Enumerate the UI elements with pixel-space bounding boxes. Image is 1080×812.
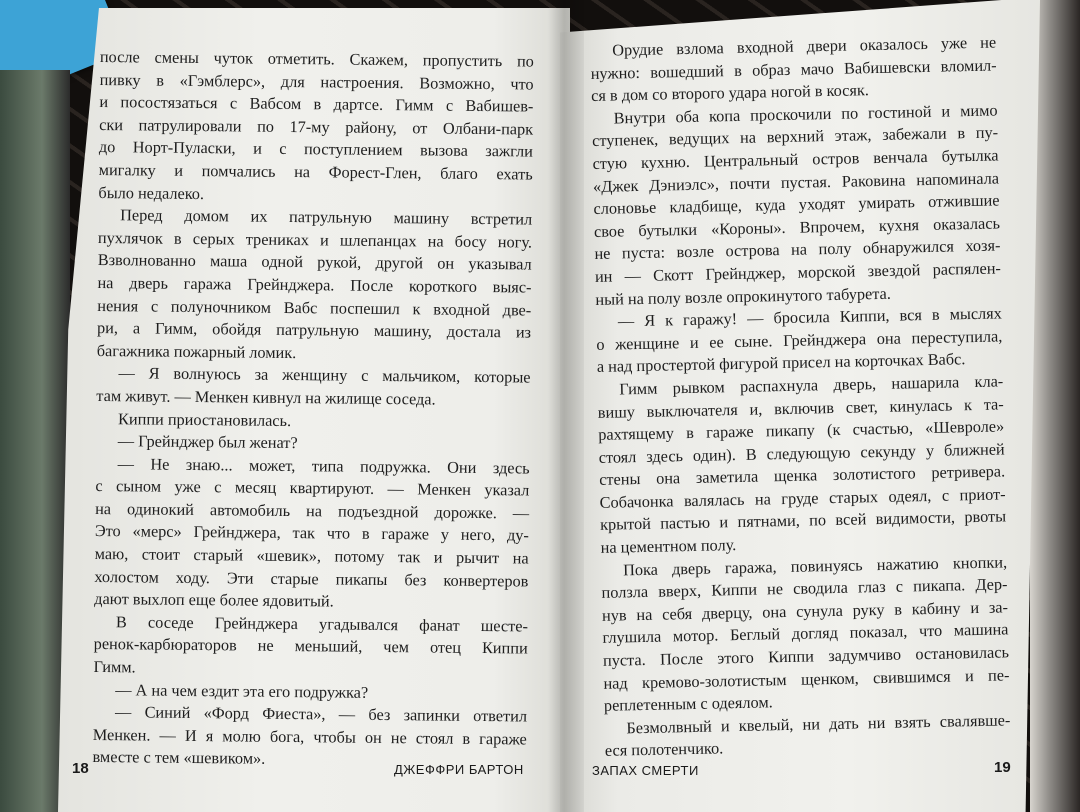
text-line: еся полотенчико. xyxy=(604,738,724,761)
text-line: на цементном полу. xyxy=(600,535,737,557)
text-line: на одинокий автомобиль на подъездной дорожке. — xyxy=(95,498,530,523)
text-line: Орудие взлома входной двери оказалось уже не xyxy=(612,32,997,60)
right-page-text xyxy=(590,31,1011,762)
right-running-head: ЗАПАХ СМЕРТИ xyxy=(592,763,699,778)
text-line: дают выхлоп еще более ядовитый. xyxy=(94,589,334,611)
text-line: ски патрулировали по 17-му району, от Олбани-парк xyxy=(99,114,534,139)
text-line: ренок-карбюраторов не меньший, чем отец Киппи xyxy=(93,634,528,658)
text-line: «Джек Дэниэлс», почти пустая. Раковина напоминала xyxy=(592,168,1000,196)
text-line: до Норт-Пуласки, и с поступлением вызова зажгли xyxy=(98,137,534,161)
text-line: ся в дом со второго удара ногой в косяк. xyxy=(590,80,870,106)
text-line: было недалеко. xyxy=(98,182,205,203)
text-line: — Я волнуюсь за женщину с мальчиком, которые xyxy=(118,363,531,387)
text-line: над кремово-золотистым щенком, свившимся и пе- xyxy=(603,664,1010,693)
text-line: и посостязаться с Вабсом в дартсе. Гимм с Вабишев- xyxy=(99,92,534,116)
text-line: реплетенным с одеялом. xyxy=(603,692,773,716)
text-line: стоял здесь один). В следующую секунду у ближней xyxy=(598,439,1005,467)
text-line: о женщине и ее сыне. Грейнджера она переступила, xyxy=(596,326,1003,354)
text-line: Киппи приостановилась. xyxy=(118,408,292,430)
text-line: не пуста: возле острова на полу обнаружился хозя- xyxy=(594,235,1001,264)
text-line: Перед домом их патрульную машину встретил xyxy=(120,205,533,229)
text-line: пивку в «Гэмблерс», для настроения. Возможно, что xyxy=(99,69,534,94)
text-line: стены она заметила щенка золотистого ретривера. xyxy=(599,461,1006,490)
text-line: с сыном уже с месяц квартируют. — Менкен указал xyxy=(95,476,530,500)
text-line: мигалку и помчались на Форест-Глен, благо ехать xyxy=(98,159,533,184)
text-line: — Синий «Форд Фиеста», — без запинки ответил xyxy=(114,702,528,726)
left-running-head: ДЖЕФФРИ БАРТОН xyxy=(394,762,524,777)
text-line: нения с полуночником Вабс поспешил к входной две- xyxy=(97,295,532,320)
text-line: Взволнованно маша одной рукой, другой он указывал xyxy=(97,250,532,274)
left-page-text xyxy=(92,46,534,774)
text-line: Гимм рывком распахнула дверь, нашарила кла- xyxy=(619,371,1004,399)
text-line: — Грейнджер был женат? xyxy=(117,431,298,453)
text-line: ин — Скотт Грейнджер, морской звездой распялен- xyxy=(594,258,1002,286)
text-line: вишу выключателя и, включив свет, кинулась к та- xyxy=(597,393,1004,422)
text-line: нужно: вошедший в образ мачо Вабишевски вломил- xyxy=(590,55,997,83)
text-line: пухлячок в серых трениках и шлепанцах на босу ногу. xyxy=(97,227,533,252)
text-line: ползла вверх, Киппи не сводила глаз с пикапа. Дер- xyxy=(601,574,1008,603)
text-line: рахтящему в гараже пикапу (к счастью, «Шевроле» xyxy=(598,416,1005,445)
text-line: вместе с тем «шевиком». xyxy=(92,747,266,769)
text-line: Менкен. — И я молю бога, чтобы он не стоял в гараже xyxy=(92,724,527,749)
text-line: крытой пастью и пятнами, по всей видимости, рвоты xyxy=(599,506,1007,535)
text-line: ступенек, ведущих на верхний этаж, забежали в пу- xyxy=(591,122,999,151)
right-page-number: 19 xyxy=(994,759,1011,776)
text-line: пуста. После этого Киппи задумчиво остановилась xyxy=(602,642,1010,670)
text-line: багажника пожарный ломик. xyxy=(96,340,297,362)
text-line: Безмолвный и квелый, ни дать ни взять свалявше- xyxy=(626,710,1011,738)
text-line: ри, а Гимм, обойдя патрульную машину, достала из xyxy=(96,318,532,342)
text-line: на дверь гаража Грейнджера. После короткого выяс- xyxy=(97,272,532,297)
text-line: холостом ходу. Эти старые пикапы без конвертеров xyxy=(94,566,529,591)
text-line: а над простертой фигурой присел на корточках Вабс. xyxy=(596,349,966,377)
text-line: Гимм. xyxy=(93,656,136,677)
text-line: нув на себя дверцу, она сунула руку в кабину и за- xyxy=(601,597,1009,625)
text-line: — А на чем ездит эта его подружка? xyxy=(115,679,369,702)
text-line: — Я к гаражу! — бросила Киппи, вся в мыслях xyxy=(617,303,1003,331)
text-line: свое бутылки «Короны». Впрочем, кухня оказалась xyxy=(593,213,1001,241)
text-line: Собачонка валялась на груде старых одеял, с приот- xyxy=(599,484,1006,512)
text-line: В соседе Грейнджера угадывался фанат шесте- xyxy=(115,612,529,636)
text-line: Внутри оба копа проскочили по гостиной и мимо xyxy=(613,100,998,128)
text-line: слоновье кладбище, куда уходят умирать отжившие xyxy=(593,190,1000,219)
book-gutter xyxy=(548,0,584,812)
text-line: Это «мерс» Грейнджера, так что в гараже у него, ду- xyxy=(94,521,529,545)
text-line: маю, стоит старый «шевик», потому так и рычит на xyxy=(94,544,529,568)
left-page-number: 18 xyxy=(72,760,89,777)
book-cover-edge-left xyxy=(0,70,70,812)
text-line: глушила мотор. Беглый догляд показал, что машина xyxy=(602,619,1009,648)
text-line: Пока дверь гаража, повинуясь нажатию кнопки, xyxy=(622,552,1008,580)
text-line: ный на полу возле опрокинутого табурета. xyxy=(595,283,892,309)
text-line: там живут. — Менкен кивнул на жилище соседа. xyxy=(96,385,436,409)
text-line: после смены чуток отметить. Скажем, пропустить по xyxy=(99,46,534,71)
text-line: — Не знаю... может, типа подружка. Они здесь xyxy=(117,453,530,478)
text-line: стую кухню. Центральный остров венчала бутылка xyxy=(592,145,999,173)
